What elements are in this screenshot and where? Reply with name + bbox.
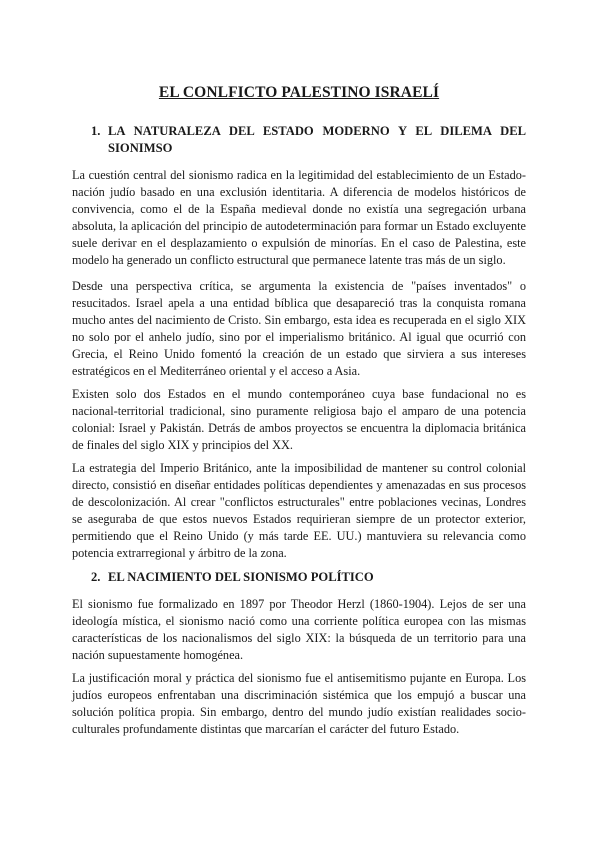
section-heading-1 — [72, 123, 526, 157]
section-title: LA NATURALEZA DEL ESTADO MODERNO Y EL DILEMA DEL SIONIMSO — [108, 124, 526, 155]
paragraph: Existen solo dos Estados en el mundo contemporáneo cuya base fundacional no es nacional-territorial tradicional, sino puramente religiosa bajo el amparo de una potencia colonial: Israel y Pakistán. Detrás de ambos proyectos se encuentra la diplomacia británica de finales del siglo XIX y principios del XX. — [72, 387, 526, 452]
paragraph: La cuestión central del sionismo radica en la legitimidad del establecimiento de un Estado-nación judío basado en una exclusión identitaria. A diferencia de modelos históricos de convivencia, como el de la España medieval donde no existía una segregación urbana absoluta, la aplicación del principio de autodeterminación para formar un Estado excluyente suele derivar en el desplazamiento o expulsión de minorías. En el caso de Palestina, este modelo ha generado un conflicto estructural que permanece latente tras más de un siglo. — [72, 168, 526, 267]
section-number: 1. — [91, 124, 101, 138]
document-title: EL CONLFICTO PALESTINO ISRAELÍ — [158, 84, 440, 101]
paragraph: La justificación moral y práctica del sionismo fue el antisemitismo pujante en Europa. Los judíos europeos enfrentaban una discriminación sistémica que los empujó a buscar una solución política propia. Sin embargo, dentro del mundo judío existían realidades socio-culturales profundamente distintas que marcarían el carácter del futuro Estado. — [72, 671, 526, 736]
section-heading-2 — [72, 569, 526, 586]
section-title: EL NACIMIENTO DEL SIONISMO POLÍTICO — [108, 570, 374, 584]
section-number: 2. — [91, 570, 101, 584]
paragraph: La estrategia del Imperio Británico, ante la imposibilidad de mantener su control colonial directo, consistió en diseñar entidades políticas dependientes y amenazadas en sus procesos de descolonización. Al crear "conflictos estructurales" entre poblaciones vecinas, Londres se aseguraba de que estos nuevos Estados requirieran siempre de un protector exterior, permitiendo que el Reino Unido (y más tarde EE. UU.) mantuviera su relevancia como potencia extrarregional y árbitro de la zona. — [72, 461, 526, 560]
paragraph: El sionismo fue formalizado en 1897 por Theodor Herzl (1860-1904). Lejos de ser una ideología mística, el sionismo nació como una corriente política europea con las mismas características de los nacionalismos del siglo XIX: la búsqueda de un territorio para una nación supuestamente homogénea. — [72, 597, 526, 662]
paragraph: Desde una perspectiva crítica, se argumenta la existencia de "países inventados" o resucitados. Israel apela a una entidad bíblica que desapareció tras la conquista romana mucho antes del nacimiento de Cristo. Sin embargo, esta idea es recuperada en el siglo XIX no solo por el anhelo judío, sino por el imperialismo británico. Al igual que ocurrió con Grecia, el Reino Unido fomentó la creación de un estado que sirviera a sus intereses estratégicos en el Mediterráneo oriental y el acceso a Asia. — [72, 279, 526, 378]
